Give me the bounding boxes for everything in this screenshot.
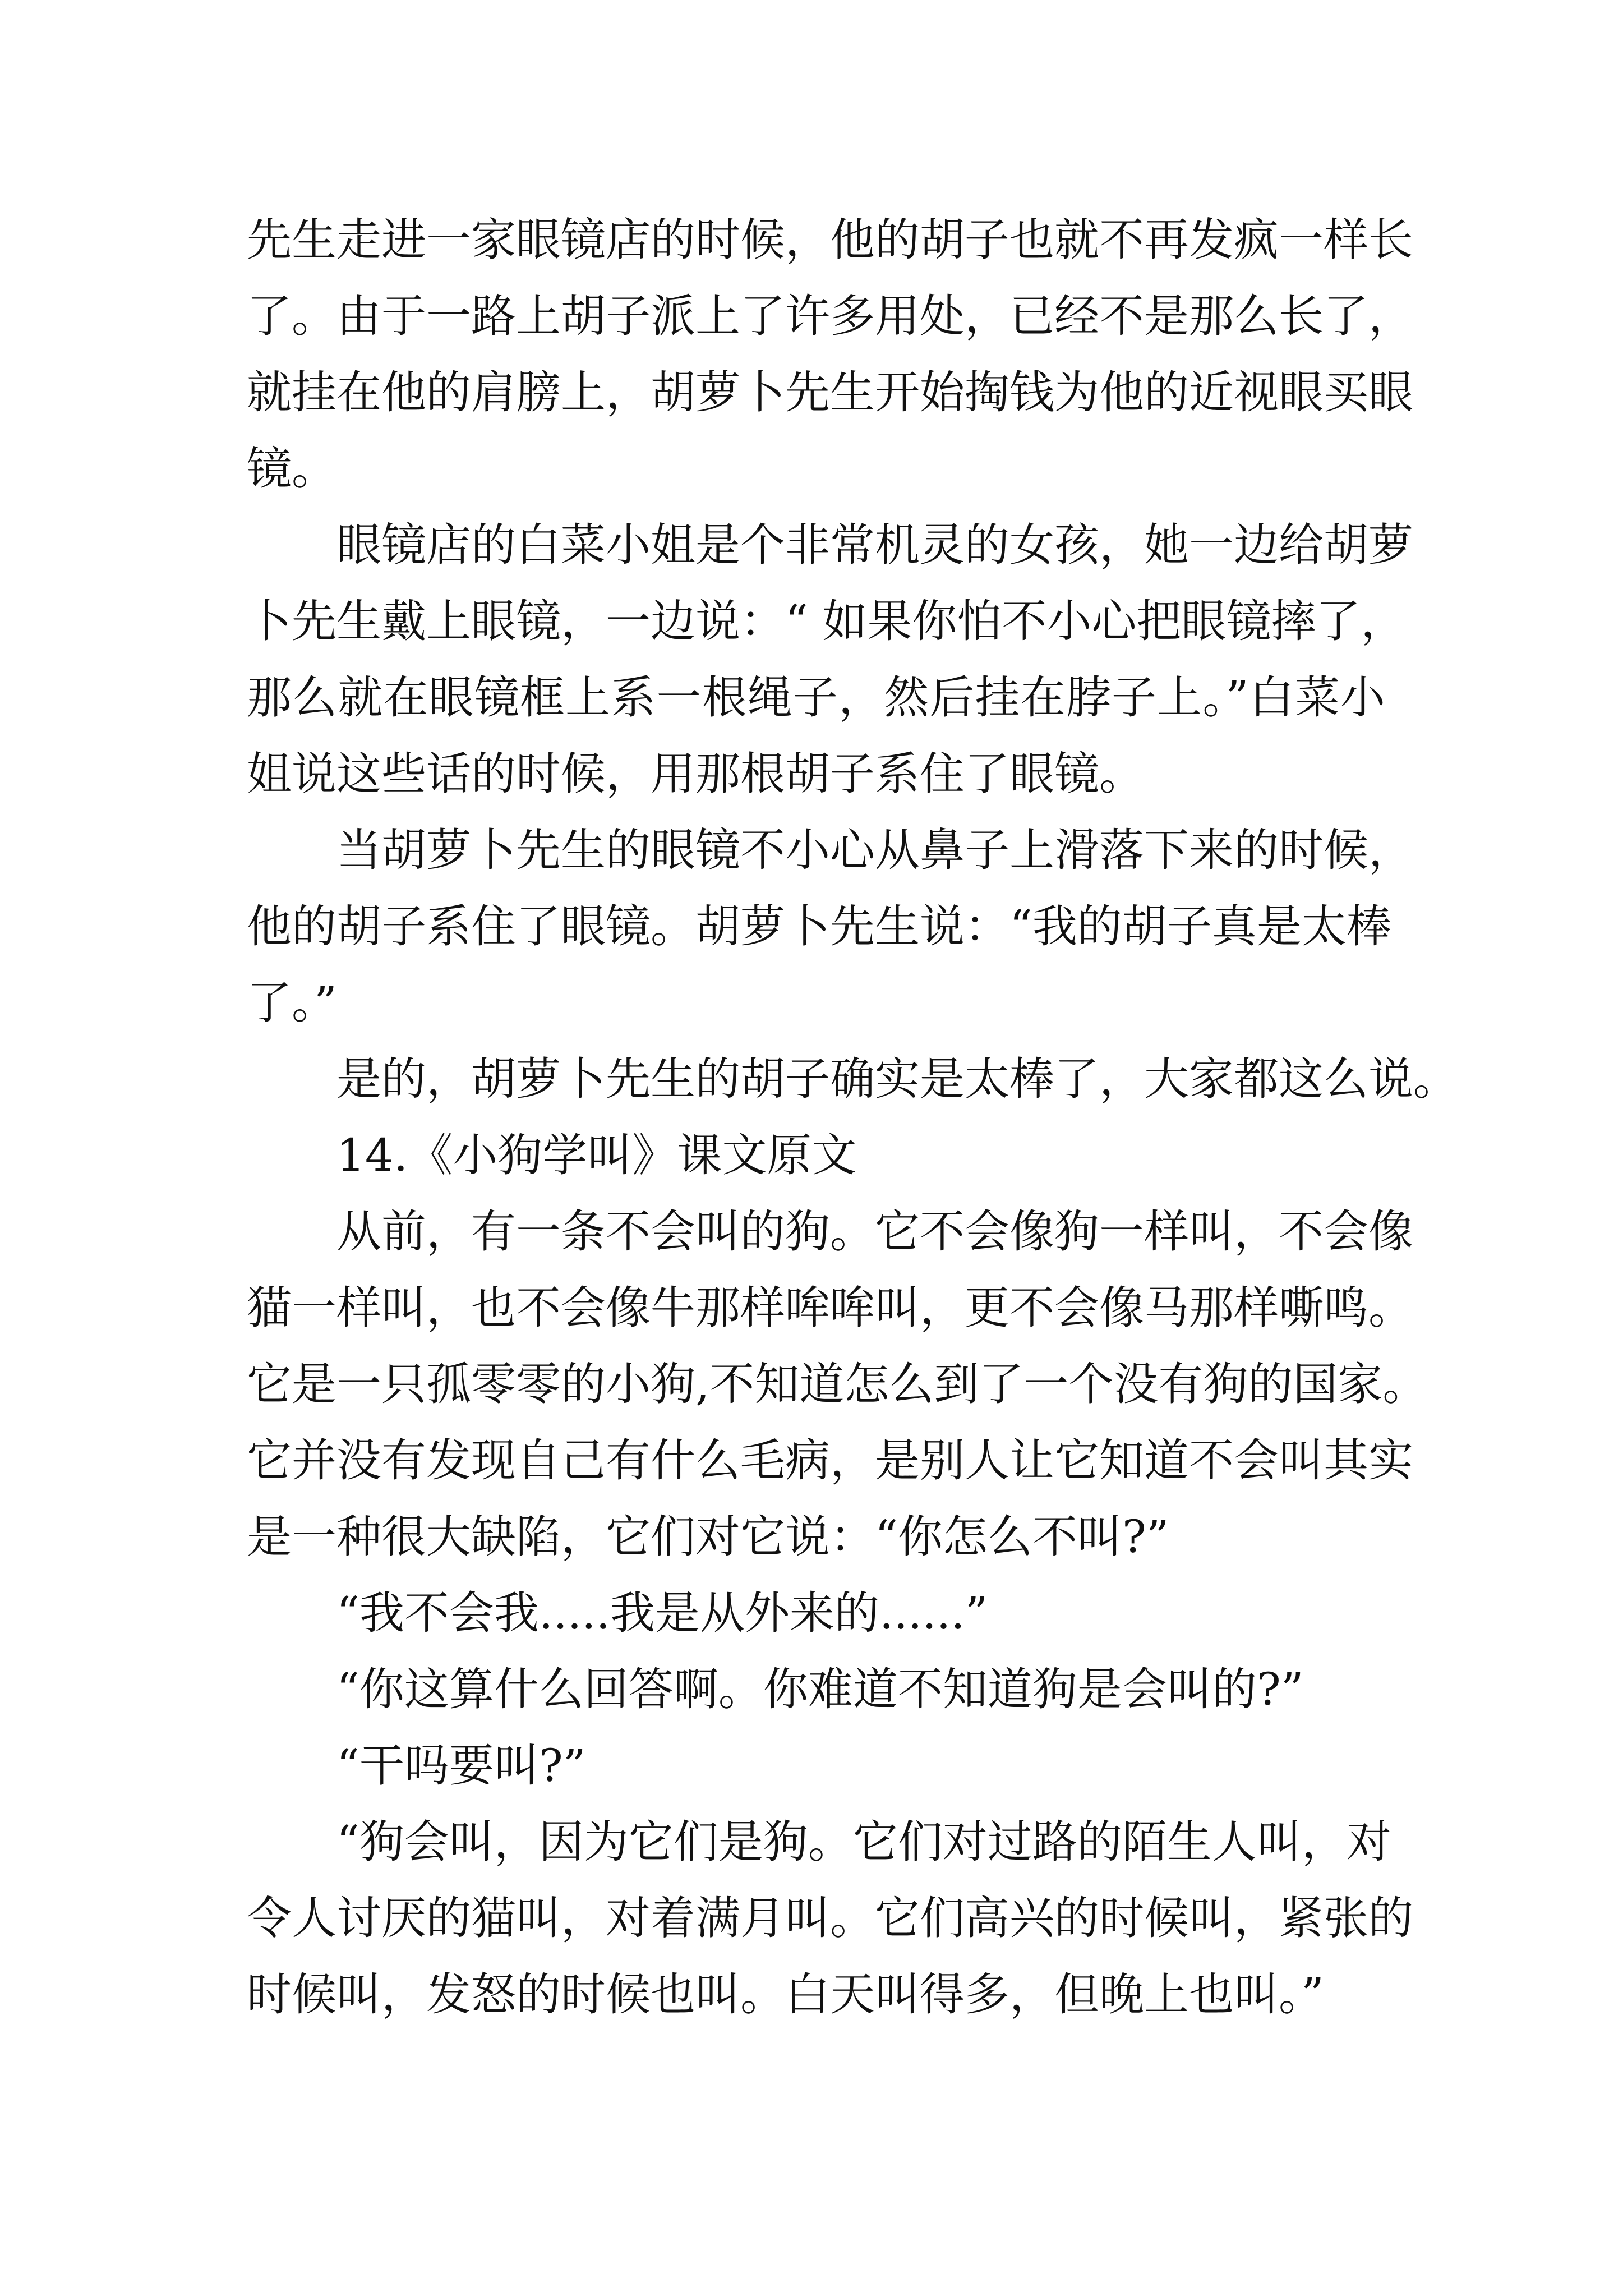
paragraph — [247, 1041, 1458, 1117]
paragraph-line: 是一种很大缺陷，它们对它说：“你怎么不叫?” — [247, 1511, 1169, 1563]
paragraph — [247, 1728, 1385, 1804]
paragraph-line: 了。” — [247, 977, 337, 1029]
paragraph — [247, 1651, 1385, 1728]
paragraph-line: 当胡萝卜先生的眼镜不小心从鼻子上滑落下来的时候， — [336, 824, 1413, 876]
paragraph-line: 猫一样叫，也不会像牛那样哞哞叫，更不会像马那样嘶鸣。 — [247, 1282, 1413, 1334]
paragraph-line: “狗会叫，因为它们是狗。它们对过路的陌生人叫，对 — [336, 1816, 1391, 1868]
paragraph-line: “我不会我.....我是从外来的......” — [336, 1587, 988, 1639]
paragraph-line: 从前，有一条不会叫的狗。它不会像狗一样叫，不会像 — [336, 1205, 1413, 1258]
paragraph-line: 时候叫，发怒的时候也叫。白天叫得多，但晚上也叫。” — [247, 1968, 1324, 2021]
heading-text: 14.《小狗学叫》课文原文 — [336, 1129, 857, 1181]
paragraph-line: 姐说这些话的时候，用那根胡子系住了眼镜。 — [247, 748, 1144, 800]
paragraph-line: 那么就在眼镜框上系一根绳子，然后挂在脖子上。”白菜小 — [247, 671, 1385, 724]
paragraph-line: 先生走进一家眼镜店的时候，他的胡子也就不再发疯一样长 — [247, 214, 1413, 266]
paragraph — [247, 812, 1413, 1041]
paragraph-line: “干吗要叫?” — [336, 1740, 586, 1792]
paragraph — [247, 507, 1413, 812]
paragraph — [247, 1575, 1385, 1651]
paragraph-line: 他的胡子系住了眼镜。胡萝卜先生说：“我的胡子真是太棒 — [247, 900, 1391, 953]
section-heading — [247, 1117, 1385, 1194]
paragraph-line: 就挂在他的肩膀上，胡萝卜先生开始掏钱为他的近视眼买眼 — [247, 366, 1413, 418]
paragraph-line: 它并没有发现自己有什么毛病，是别人让它知道不会叫其实 — [247, 1434, 1413, 1487]
paragraph-line: 了。由于一路上胡子派上了许多用处，已经不是那么长了， — [247, 290, 1413, 342]
paragraph — [247, 1804, 1413, 2033]
paragraph-line: 镜。 — [247, 443, 336, 495]
paragraph-line: 卜先生戴上眼镜，一边说：“ 如果你怕不小心把眼镜摔了， — [247, 595, 1406, 647]
paragraph-line: 眼镜店的白菜小姐是个非常机灵的女孩，她一边给胡萝 — [336, 519, 1413, 571]
paragraph-line: 它是一只孤零零的小狗,不知道怎么到了一个没有狗的国家。 — [247, 1358, 1428, 1410]
document-body — [247, 202, 1458, 2033]
paragraph-line: 令人讨厌的猫叫，对着满月叫。它们高兴的时候叫，紧张的 — [247, 1892, 1413, 1944]
paragraph-line: 是的，胡萝卜先生的胡子确实是太棒了，大家都这么说。 — [336, 1053, 1458, 1105]
paragraph — [247, 1194, 1428, 1575]
paragraph — [247, 202, 1413, 507]
paragraph-line: “你这算什么回答啊。你难道不知道狗是会叫的?” — [336, 1663, 1304, 1715]
